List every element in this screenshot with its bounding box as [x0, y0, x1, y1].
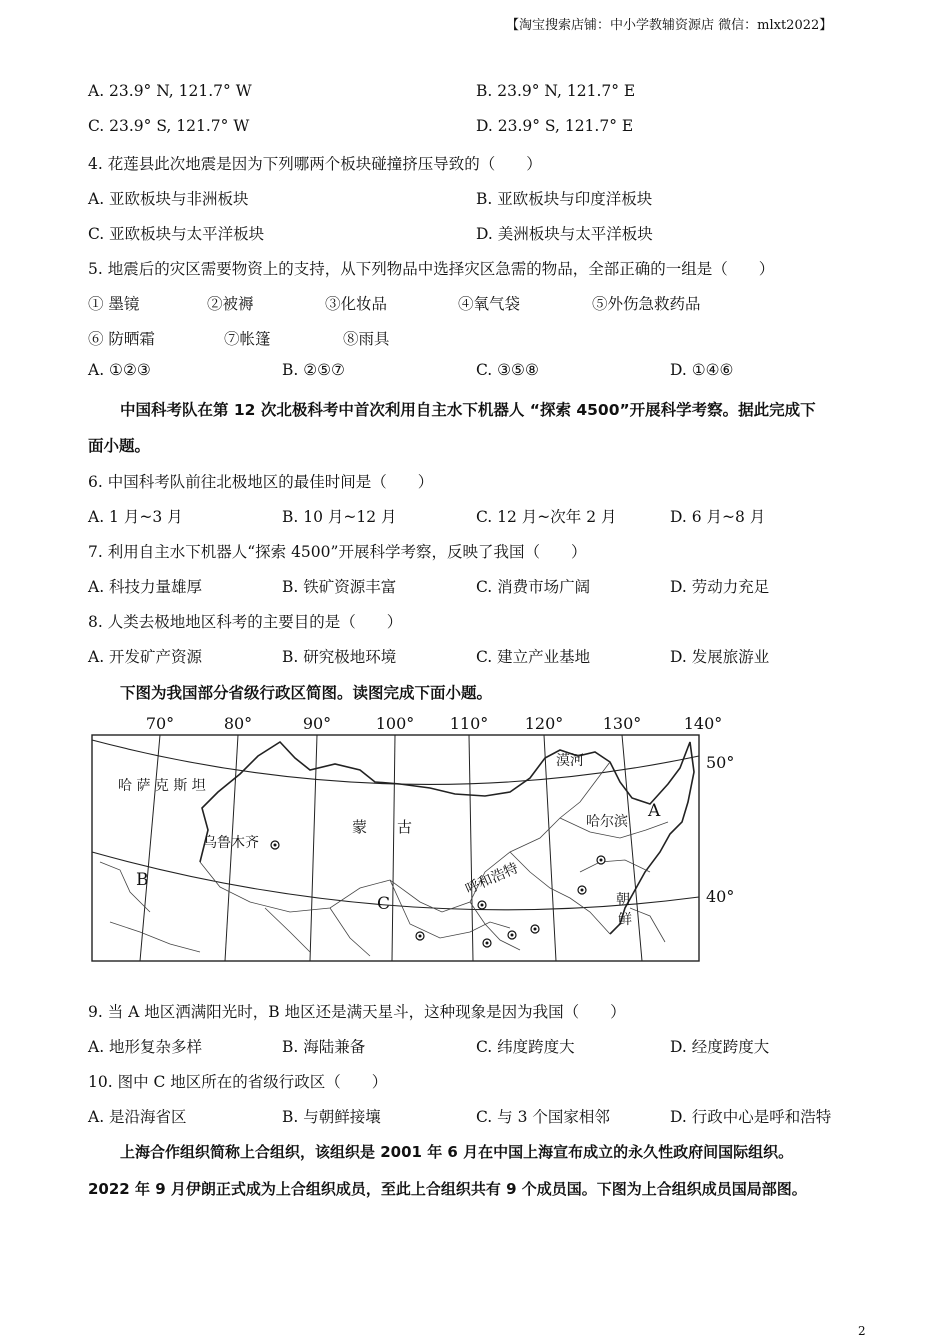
lon-label: 140° [683, 714, 723, 733]
map-frame [92, 735, 699, 961]
q4-stem: 4. 花莲县此次地震是因为下列哪两个板块碰撞挤压导致的（ ） [88, 155, 542, 173]
q10-option-d: D. 行政中心是呼和浩特 [670, 1108, 832, 1126]
q8-option-b: B. 研究极地环境 [282, 648, 397, 666]
q3-option-b: B. 23.9° N, 121.7° E [476, 82, 636, 100]
label-kazakhstan: 哈 萨 克 斯 坦 [118, 778, 206, 794]
q9-option-c: C. 纬度跨度大 [476, 1038, 575, 1056]
lon-label: 80° [223, 714, 253, 733]
label-point-b: B [136, 870, 149, 890]
q3-option-a: A. 23.9° N, 121.7° W [88, 82, 252, 100]
lat-label: 40° [706, 887, 735, 906]
label-point-c: C [377, 894, 391, 914]
q9-stem: 9. 当 A 地区洒满阳光时，B 地区还是满天星斗，这种现象是因为我国（ ） [88, 1003, 626, 1021]
q4-option-d: D. 美洲板块与太平洋板块 [476, 225, 653, 243]
q10-option-b: B. 与朝鲜接壤 [282, 1108, 381, 1126]
q6-option-b: B. 10 月~12 月 [282, 508, 397, 526]
city-dots [274, 844, 603, 945]
label-point-a: A [648, 801, 661, 821]
latitude-line-40 [92, 852, 699, 910]
page-header: 【淘宝搜索店铺：中小学教辅资源店 微信：mlxt2022】 [506, 18, 833, 33]
q7-option-d: D. 劳动力充足 [670, 578, 770, 596]
lon-label: 70° [145, 714, 175, 733]
q6-option-d: D. 6 月~8 月 [670, 508, 766, 526]
q3-option-d: D. 23.9° S, 121.7° E [476, 117, 634, 135]
q5-item: ⑥ 防晒霜 [88, 330, 155, 348]
passage-sco-line2: 2022 年 9 月伊朗正式成为上合组织成员，至此上合组织共有 9 个成员国。下图为上合组织成员国局部图。 [88, 1180, 807, 1198]
q8-stem: 8. 人类去极地地区科考的主要目的是（ ） [88, 613, 403, 631]
q6-option-c: C. 12 月~次年 2 月 [476, 508, 617, 526]
q5-option-a: A. ①②③ [88, 361, 151, 379]
q7-stem: 7. 利用自主水下机器人“探索 4500”开展科学考察，反映了我国（ ） [88, 543, 587, 561]
page-number: 2 [858, 1324, 866, 1338]
q5-item: ⑦帐篷 [224, 330, 271, 348]
lon-label: 130° [602, 714, 642, 733]
q6-stem: 6. 中国科考队前往北极地区的最佳时间是（ ） [88, 473, 434, 491]
q4-option-a: A. 亚欧板块与非洲板块 [88, 190, 249, 208]
q5-option-b: B. ②⑤⑦ [282, 361, 345, 379]
q8-option-d: D. 发展旅游业 [670, 648, 770, 666]
q5-item: ⑧雨具 [343, 330, 390, 348]
label-harbin: 哈尔滨 [586, 814, 628, 830]
q7-option-c: C. 消费市场广阔 [476, 578, 591, 596]
label-korea: 朝 [616, 892, 630, 908]
q10-option-c: C. 与 3 个国家相邻 [476, 1108, 610, 1126]
q10-stem: 10. 图中 C 地区所在的省级行政区（ ） [88, 1073, 388, 1091]
q6-option-a: A. 1 月~3 月 [88, 508, 183, 526]
q5-item: ②被褥 [207, 295, 254, 313]
label-mongolia: 蒙 古 [352, 818, 413, 836]
q8-option-c: C. 建立产业基地 [476, 648, 591, 666]
q5-item: ④氧气袋 [458, 295, 521, 313]
passage-sco-line1: 上海合作组织简称上合组织，该组织是 2001 年 6 月在中国上海宣布成立的永久性政府间国际组织。 [120, 1143, 794, 1161]
label-hohhot: 呼和浩特 [463, 860, 521, 898]
label-korea: 鲜 [618, 912, 632, 928]
passage-map-intro: 下图为我国部分省级行政区简图。读图完成下面小题。 [120, 684, 493, 702]
q7-option-a: A. 科技力量雄厚 [88, 578, 203, 596]
q10-option-a: A. 是沿海省区 [88, 1108, 187, 1126]
q4-option-b: B. 亚欧板块与印度洋板块 [476, 190, 653, 208]
q5-stem: 5. 地震后的灾区需要物资上的支持，从下列物品中选择灾区急需的物品，全部正确的一组是（ ） [88, 260, 775, 278]
q4-option-c: C. 亚欧板块与太平洋板块 [88, 225, 265, 243]
q5-option-d: D. ①④⑥ [670, 361, 734, 379]
q8-option-a: A. 开发矿产资源 [88, 648, 203, 666]
q9-option-d: D. 经度跨度大 [670, 1038, 770, 1056]
q7-option-b: B. 铁矿资源丰富 [282, 578, 397, 596]
lon-label: 90° [302, 714, 332, 733]
lat-label: 50° [706, 753, 735, 772]
label-mohe: 漠河 [556, 753, 584, 769]
q5-item: ⑤外伤急救药品 [592, 295, 701, 313]
q9-option-b: B. 海陆兼备 [282, 1038, 366, 1056]
province-map [90, 712, 735, 964]
lon-label: 120° [524, 714, 564, 733]
q5-option-c: C. ③⑤⑧ [476, 361, 539, 379]
q9-option-a: A. 地形复杂多样 [88, 1038, 203, 1056]
q5-item: ① 墨镜 [88, 295, 140, 313]
q5-item: ③化妆品 [325, 295, 388, 313]
label-urumqi: 乌鲁木齐 [203, 835, 259, 851]
q3-option-c: C. 23.9° S, 121.7° W [88, 117, 250, 135]
lon-label: 110° [449, 714, 489, 733]
lon-label: 100° [375, 714, 415, 733]
passage-arctic-line2: 面小题。 [88, 437, 151, 455]
passage-arctic-line1: 中国科考队在第 12 次北极科考中首次利用自主水下机器人 “探索 4500”开展科学考察。据此完成下 [120, 401, 816, 419]
